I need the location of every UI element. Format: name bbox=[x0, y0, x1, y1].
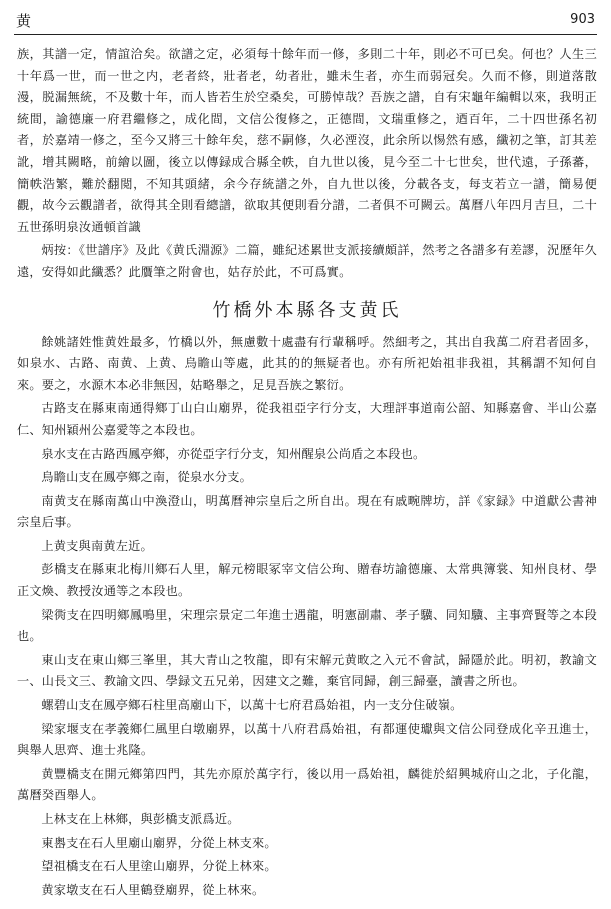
paragraph-branch: 彭橋支在縣東北梅川鄉石人里，解元榜眼冢宰文信公珣、贈春坊諭德廉、太常典簿裳、知州良材、學正文煥、教授汝通等之本段也。 bbox=[17, 562, 597, 599]
section-title: 竹橋外本縣各支黄氏 bbox=[212, 299, 402, 321]
paragraph-section-intro: 餘姚諸姓惟黄姓最多，竹橋以外，無慮數十處盡有行輩稱呼。然細考之，其出自我萬二府君者固多，如泉水、古路、南黄、上黄、烏瞻山等處，此其的的無疑者也。亦有所祀始祖非我祖，其稱謂不知何自來。要之，水源木本必非無因，姑略舉之，足見吾族之繁衍。 bbox=[17, 334, 597, 392]
paragraph-branch: 望祖橋支在石人里塗山廟界，分從上林來。 bbox=[41, 859, 277, 874]
paragraph-preface-end: 族，其譜一定，情誼洽矣。欲譜之定，必須每十餘年而一修，多則二十年，則必不可已矣。何也？人生三十年爲一世，而一世之内，老者終，壯者老，幼者壯，雖未生者，亦生而弱冠矣。久而不修，則道落散漫，脱漏無統，不及數十年，而人皆若生於空桑矣，可勝悼哉？吾族之譜，自有宋龜年編輯以來，我明正統間，諭德廉一府君繼修之，成化間，文信公復修之，正德間，文瑞重修之，迺百年，二十四世孫名初者，於嘉靖一修之，至今又將三十餘年矣，慈不嗣修，久必湮沒，此余所以惕然有感，纖初之筆，訂其差訛，增其闕略，前繪以圖，後立以傳録成合縣全帙，自九世以後，見今至二十七世矣，世代遠，子孫蕃，簡帙浩繁，難於翻閲，不知其頭緒，余今存統譜之外，自九世以後，分載各支，每支若立一譜，簡易便觀，故今云觀譜者，欲得其全則看總譜，欲取其便則看分譜，二者俱不可闕云。萬曆八年四月吉旦，二十五世孫明泉汝通頓首識 bbox=[17, 47, 597, 234]
paragraph-branch: 黄豐橋支在開元鄉第四門，其先亦原於萬字行，後以用一爲始祖，麟徙於紹興城府山之北，子化龍，萬曆癸酉舉人。 bbox=[17, 766, 597, 803]
paragraph-branch: 梁家堰支在孝義鄉仁風里白墩廟界，以萬十八府君爲始祖，有都運使瓛與文信公同登成化辛丑進士，與舉人思齊、進士兆隆。 bbox=[17, 721, 597, 758]
paragraph-branch: 上黄支與南黄左近。 bbox=[41, 538, 153, 553]
paragraph-commentary: 炳按：《世譜序》及此《黄氏淵源》二篇，雖紀述累世支派接續頗詳，然考之各譜多有差謬，況歷年久遠，安得如此纖悉？此贋筆之附會也，姑存於此，不可爲實。 bbox=[17, 243, 597, 279]
paragraph-branch: 東嶴支在石人里廟山廟界，分從上林支來。 bbox=[41, 835, 277, 850]
paragraph-branch: 上林支在上林鄉，與彭橋支派爲近。 bbox=[41, 812, 240, 826]
paragraph-branch: 古路支在縣東南通得鄉丁山白山廟界，從我祖亞字行分支，大理評事道南公韶、知縣嘉會、半山公嘉仁、知州穎州公嘉愛等之本段也。 bbox=[17, 401, 597, 437]
paragraph-branch: 泉水支在古路西鳳亭鄉，亦從亞字行分支，知州醒泉公尚盾之本段也。 bbox=[41, 446, 426, 461]
paragraph-branch: 東山支在東山鄉三峯里，其大青山之牧龍，即有宋解元黄畋之入元不會試，歸隱於此。明初，教諭文一、山長文三、教諭文四、學録文五兄弟，因建文之難，棄官同歸，創三歸臺，讀書之所也。 bbox=[17, 652, 597, 689]
paragraph-branch: 南黄支在縣南萬山中渙澄山，明萬曆神宗皇后之所自出。現在有戚畹牌坊，詳《家録》中道獻公書神宗皇后事。 bbox=[17, 493, 597, 530]
paragraph-branch: 黄家墩支在石人里鶴登廟界，從上林來。 bbox=[41, 882, 265, 897]
running-header bbox=[14, 6, 597, 32]
paragraph-branch: 螺碧山支在鳳亭鄉石柱里高廟山下，以萬十七府君爲始祖，内一支分住破嶺。 bbox=[41, 698, 463, 713]
page-number: 903 bbox=[570, 12, 595, 27]
header-rule bbox=[14, 34, 597, 35]
header-surname: 黄 bbox=[16, 12, 32, 30]
paragraph-branch: 梁衖支在四明鄉鳳鳴里，宋理宗景定二年進士遇龍，明憲副肅、孝子驥、同知驥、主事齊賢等之本段也。 bbox=[17, 607, 597, 644]
page-body bbox=[17, 44, 597, 901]
paragraph-branch: 烏瞻山支在鳳亭鄉之南，從泉水分支。 bbox=[41, 470, 252, 485]
